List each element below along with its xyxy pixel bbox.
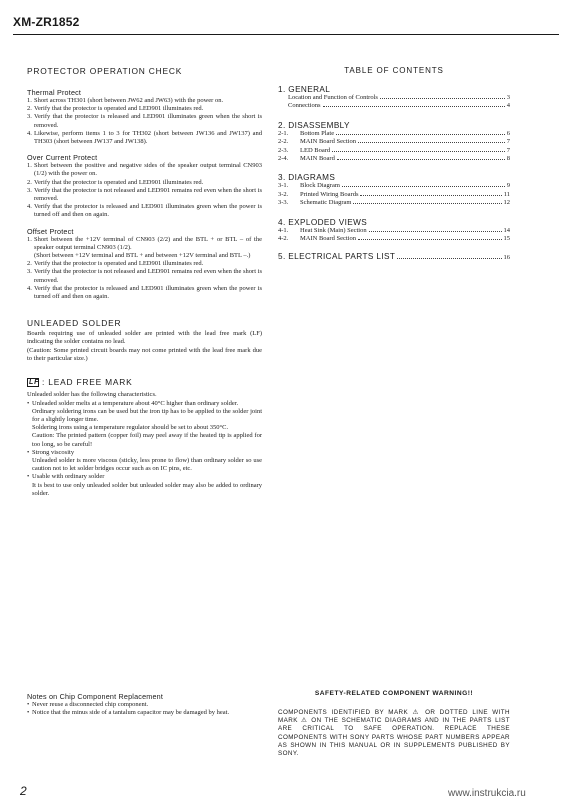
overcurrent-heading: Over Current Protect	[27, 153, 98, 163]
toc-entry[interactable]	[278, 235, 510, 243]
toc-page: 12	[503, 199, 510, 207]
toc-page: 8	[506, 155, 510, 163]
bullet-icon: •	[27, 473, 30, 481]
toc-code: 2-2.	[278, 138, 289, 146]
toc-page: 6	[506, 129, 510, 137]
toc-code: 2-1.	[278, 129, 289, 137]
toc	[278, 66, 510, 263]
toc-leader	[336, 133, 505, 135]
toc-section-title: 4. EXPLODED VIEWS	[278, 217, 368, 227]
safety-body: COMPONENTS IDENTIFIED BY MARK ⚠ OR DOTTED LINE WITH MARK ⚠ ON THE SCHEMATIC DIAGRAMS AND IN THE PARTS LIST ARE CRITICAL TO SAFE OPERATION. REPLACE THESE COMPONENTS WITH SONY PARTS WHOSE PART NUMBERS APPEAR AS SHOWN IN THIS MANUAL OR IN SUPPLEMENTS PUBLISHED BY SONY.	[278, 709, 510, 758]
toc-entry[interactable]	[278, 138, 510, 146]
list-item	[27, 130, 262, 146]
toc-page: 11	[503, 190, 510, 198]
offset-list	[27, 236, 262, 302]
toc-code: 4-2.	[278, 235, 289, 243]
list-item	[27, 285, 262, 301]
list-item	[27, 236, 262, 252]
toc-section-title: 2. DISASSEMBLY	[278, 120, 350, 130]
bullet-line	[27, 432, 262, 448]
item-text: Likewise, perform items 1 to 3 for TH302 (short between JW136 and JW137) and TH303 (short between JW137 and JW138).	[34, 129, 262, 146]
item-text: Verify that the protector is released and LED901 illuminates green when the short is removed.	[34, 113, 262, 129]
item-text: Verify that the protector is released and LED901 illuminates green when the power is turned off and then on again.	[34, 203, 262, 219]
item-number	[27, 252, 34, 260]
toc-section-row[interactable]	[278, 253, 510, 262]
item-number: 4.	[27, 129, 32, 137]
toc-code: 2-4.	[278, 155, 289, 163]
toc-leader	[332, 150, 505, 152]
leadfree-intro: Unleaded solder has the following characteristics.	[27, 391, 157, 399]
toc-label: MAIN Board Section	[300, 235, 356, 243]
item-number: 2.	[27, 178, 32, 186]
list-item	[27, 252, 262, 260]
item-number: 1.	[27, 162, 32, 170]
bullet-line	[27, 457, 262, 473]
toc-label: Heat Sink (Main) Section	[300, 226, 367, 234]
list-item	[27, 179, 262, 187]
toc-page: 9	[506, 182, 510, 190]
toc-leader	[397, 257, 501, 259]
safety-warning	[278, 690, 510, 758]
toc-leader	[342, 185, 505, 187]
list-item	[27, 105, 262, 113]
item-text: Short between the +12V terminal of CN903 (2/2) and the BTL + or BTL – of the speaker output terminal CN903 (1/2).	[34, 235, 262, 251]
unleaded-caution: (Caution: Some printed circuit boards may not come printed with the lead free mark due to their particular size.)	[27, 346, 262, 362]
chip-bullet	[27, 701, 262, 709]
toc-entry[interactable]	[278, 94, 510, 102]
toc-page: 14	[503, 226, 510, 234]
toc-leader	[323, 105, 505, 107]
toc-entry[interactable]	[278, 147, 510, 155]
bullet-text: Unleaded solder melts at a temperature about 40°C higher than ordinary solder.	[32, 399, 239, 407]
bullet-text: Notice that the minus side of a tantalum capacitor may be damaged by heat.	[32, 709, 230, 717]
item-text: Verify that the protector is released and LED901 illuminates green when the power is turned off and then on again.	[34, 284, 262, 301]
item-number: 1.	[27, 235, 32, 243]
toc-section-title: 1. GENERAL	[278, 85, 331, 94]
list-item	[27, 113, 262, 129]
chip-heading: Notes on Chip Component Replacement	[27, 692, 164, 701]
unleaded-heading: UNLEADED SOLDER	[27, 318, 122, 329]
toc-label: Connections	[288, 102, 321, 110]
bullet-icon: •	[27, 399, 30, 407]
overcurrent-list	[27, 162, 262, 219]
item-number: 4.	[27, 284, 32, 292]
toc-leader	[360, 194, 501, 196]
toc-label: LED Board	[300, 146, 331, 154]
list-item	[27, 268, 262, 284]
watermark: www.instrukcia.ru	[448, 788, 526, 799]
bullet-text: Ordinary soldering irons can be used but the iron tip has to be applied to the solder joint for a slightly longer time.	[32, 407, 262, 423]
toc-code: 3-1.	[278, 182, 289, 190]
toc-leader	[353, 202, 501, 204]
item-number: 3.	[27, 268, 32, 276]
item-number: 1.	[27, 97, 32, 104]
toc-label: Schematic Diagram	[300, 199, 352, 207]
item-text: Verify that the protector is operated and LED901 illuminates red.	[34, 260, 204, 268]
item-text: Short across TH301 (short between JW62 and JW63) with the power on.	[34, 97, 224, 104]
toc-page: 7	[506, 138, 510, 146]
bullet-text: It is best to use only unleaded solder but unleaded solder may also be added to ordinary solder.	[32, 481, 262, 497]
toc-label: Block Diagram	[300, 182, 340, 190]
toc-entry[interactable]	[278, 130, 510, 138]
bullet-icon: •	[27, 701, 30, 708]
toc-leader	[358, 141, 505, 143]
toc-entry[interactable]	[278, 102, 510, 110]
bullet-text: Usable with ordinary solder	[32, 473, 105, 481]
toc-leader	[380, 97, 505, 99]
unleaded-para: Boards requiring use of unleaded solder are printed with the lead free mark (LF) indicating the solder contains no lead.	[27, 330, 262, 346]
item-number: 3.	[27, 186, 32, 194]
bullet-line	[27, 449, 262, 457]
bullet-text: Unleaded solder is more viscous (sticky, less prone to flow) than ordinary solder so use caution not to let solder bridges occur such as on IC pins, etc.	[32, 456, 262, 473]
toc-section-title: 3. DIAGRAMS	[278, 173, 336, 183]
toc-page: 15	[503, 235, 510, 243]
toc-code: 2-3.	[278, 146, 289, 154]
toc-entry[interactable]	[278, 182, 510, 190]
bullet-text: Soldering irons using a temperature regulator should be set to about 350°C.	[32, 424, 229, 432]
item-number: 3.	[27, 113, 32, 121]
toc-label: MAIN Board	[300, 155, 335, 163]
toc-title: TABLE OF CONTENTS	[344, 66, 444, 75]
toc-label: MAIN Board Section	[300, 138, 356, 146]
item-text: (Short between +12V terminal and BTL + and between +12V terminal and BTL –.)	[34, 252, 251, 260]
item-text: Short between the positive and negative sides of the speaker output terminal CN903 (1/2) with the power on.	[34, 162, 262, 178]
item-text: Verify that the protector is operated and LED901 illuminates red.	[34, 105, 204, 113]
offset-heading: Offset Protect	[27, 226, 74, 236]
page-number: 2	[20, 784, 27, 798]
toc-page: 3	[506, 94, 510, 101]
list-item	[27, 97, 262, 105]
bullet-line	[27, 400, 262, 408]
model-title: XM-ZR1852	[13, 15, 80, 29]
toc-code: 3-3.	[278, 199, 289, 207]
chip-bullet	[27, 709, 262, 717]
toc-entry[interactable]	[278, 191, 510, 199]
leadfree-heading	[27, 377, 262, 387]
list-item	[27, 187, 262, 203]
toc-entry[interactable]	[278, 199, 510, 207]
bullet-line	[27, 482, 262, 498]
thermal-list	[27, 97, 262, 146]
bullet-text: Strong viscosity	[32, 448, 75, 456]
toc-page: 7	[506, 146, 510, 154]
left-column	[27, 66, 262, 498]
bullet-icon: •	[27, 709, 30, 717]
bullet-line	[27, 473, 262, 481]
item-number: 2.	[27, 260, 32, 268]
lead-free-mark-icon: LF	[29, 379, 40, 387]
toc-label: Printed Wiring Boards	[300, 190, 359, 198]
toc-entry[interactable]	[278, 155, 510, 163]
thermal-heading: Thermal Protect	[27, 88, 82, 97]
bullet-icon: •	[27, 448, 30, 456]
chip-list	[27, 701, 262, 717]
bullet-line	[27, 408, 262, 424]
bullet-line	[27, 424, 262, 432]
toc-body	[278, 85, 510, 263]
leadfree-list	[27, 400, 262, 498]
toc-page: 16	[503, 254, 510, 262]
list-item	[27, 260, 262, 268]
toc-entry[interactable]	[278, 227, 510, 235]
item-text: Verify that the protector is not released and LED901 remains red even when the short is removed.	[34, 186, 262, 203]
list-item	[27, 203, 262, 219]
item-text: Verify that the protector is operated and LED901 illuminates red.	[34, 178, 204, 186]
toc-page: 4	[506, 102, 510, 110]
protector-heading: PROTECTOR OPERATION CHECK	[27, 66, 183, 76]
bullet-text: Never reuse a disconnected chip component.	[32, 701, 149, 708]
chip-section	[27, 692, 262, 717]
item-number: 4.	[27, 203, 32, 211]
toc-leader	[369, 230, 502, 232]
item-number: 2.	[27, 105, 32, 113]
toc-code: 3-2.	[278, 190, 289, 198]
list-item	[27, 162, 262, 178]
toc-section-title: 5. ELECTRICAL PARTS LIST	[278, 252, 396, 262]
toc-label: Location and Function of Controls	[288, 94, 378, 101]
bullet-text: Caution: The printed pattern (copper foil) may peel away if the heated tip is applied for too long, so be careful!	[32, 432, 262, 448]
header-rule	[13, 34, 559, 35]
safety-title: SAFETY-RELATED COMPONENT WARNING!!	[314, 690, 474, 697]
item-text: Verify that the protector is not released and LED901 remains red even when the short is removed.	[34, 268, 262, 284]
toc-leader	[358, 238, 502, 240]
leadfree-title: : LEAD FREE MARK	[42, 377, 133, 388]
toc-label: Bottom Plate	[300, 129, 335, 137]
toc-leader	[337, 158, 505, 160]
toc-code: 4-1.	[278, 226, 289, 234]
